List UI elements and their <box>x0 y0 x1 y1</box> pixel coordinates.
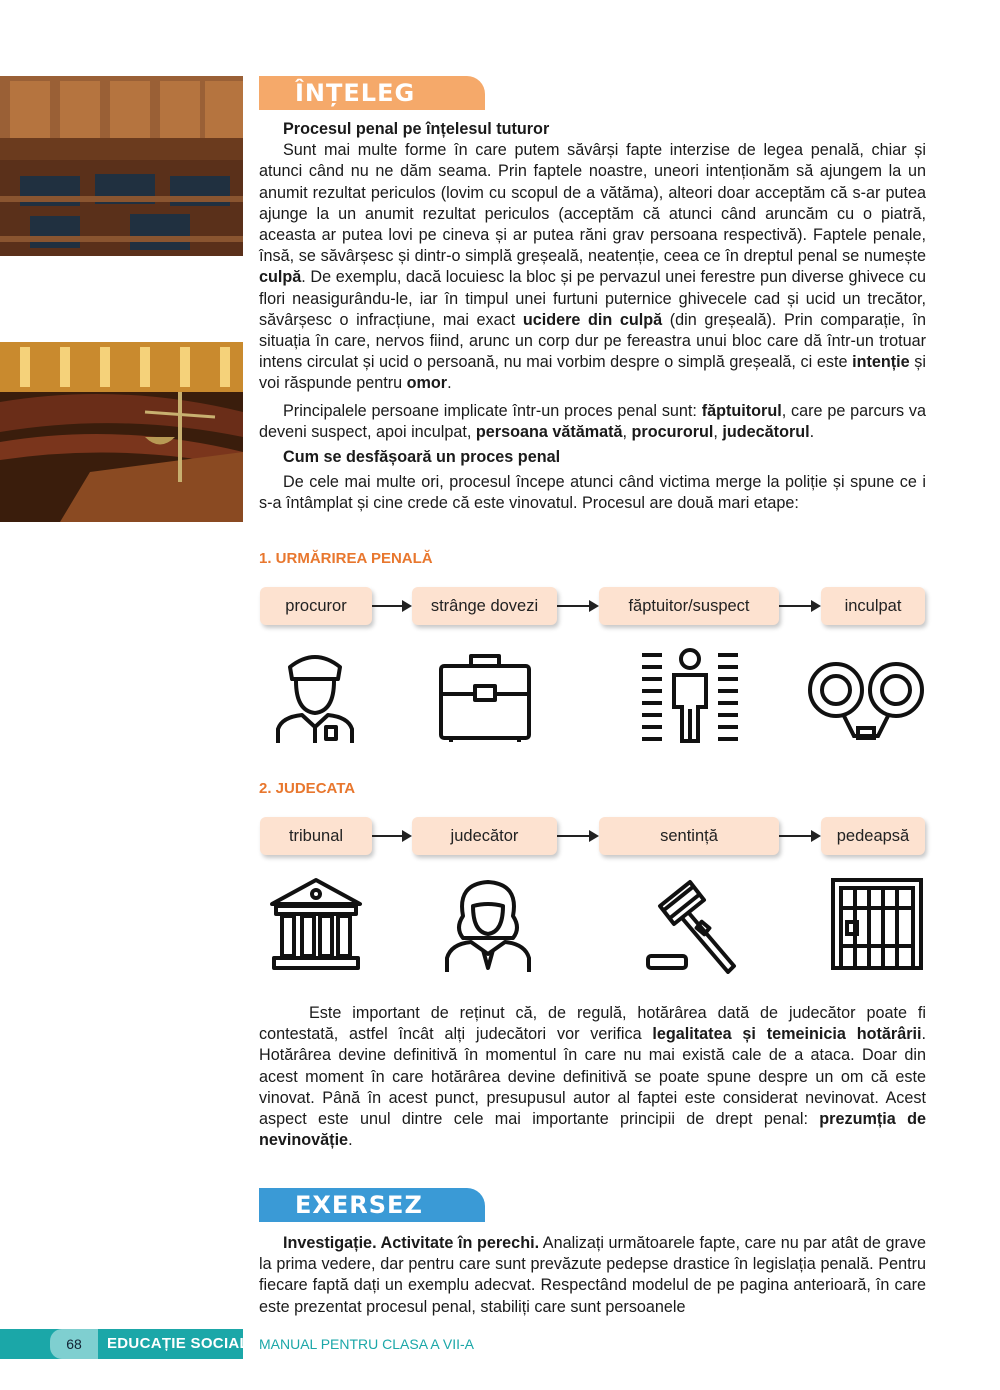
flow-box-tribunal: tribunal <box>260 817 372 855</box>
subtitle: Procesul penal pe înțelesul tuturor <box>283 120 550 138</box>
practice-text <box>259 1233 926 1318</box>
closing-text <box>259 1003 926 1151</box>
handcuffs-icon <box>806 652 926 742</box>
page-number: 68 <box>50 1329 98 1359</box>
paragraph: Principalele persoane implicate într-un proces penal sunt: făptuitorul, care pe parcurs va deveni suspect, apoi inculpat, persoana vătămată, procurorul, judecătorul. <box>259 401 927 441</box>
paragraph: De cele mai multe ori, procesul începe atunci când victima merge la poliție și spune ce i s-a întâmplat și cine crede că este vinovatul. Procesul are două mari etape: <box>259 473 926 513</box>
paragraph: Sunt mai multe forme în care putem săvârși fapte interzise de legea penală, chiar și atunci când nu ne dăm seama. Prin faptele noastre, uneori intenționăm să ajungem la un anumit rezultat periculos (lovim cu scopul de a vătăma), alteori doar acceptăm că s-ar putea ajunge la un anumit rezultat periculos (acceptăm că atunci când aruncăm cu o piatră, aceasta ar putea lovi pe cineva și ar putea răni grav persoana respectivă). Faptele penale, însă, se săvârșesc și dintr-o simplă greșeală, neatenție, ceea ce în dreptul penal se numește culpă. De exemplu, dacă locuiesc la bloc și pe pervazul unei ferestre pun diverse ghivece cu flori neasigurându-le, iar în timpul unei furtuni puternice ghivecele cad și ucid un trecător, săvârșesc o infracțiune, mai exact ucidere din culpă (din greșeală). Prin comparație, în situația în care, nervos fiind, arunc un corp dur pe fereastra unui bloc care dă într-un trotuar intens circulat și ucid o persoană, nu mai vorbim despre o simplă greșeală, ci este intenție și voi răspunde pentru omor. <box>259 141 926 393</box>
flow-box-defendant: inculpat <box>821 587 925 625</box>
section-banner-understand <box>259 76 485 110</box>
flow-box-punishment: pedeapsă <box>821 817 925 855</box>
courtroom-photo <box>0 76 243 256</box>
scales-of-justice-photo <box>0 342 243 522</box>
paragraph: Investigație. Activitate în perechi. Analizați următoarele fapte, care nu par atât de grave la prima vedere, dar pentru care sunt prevăzute pedepse drastice în legislația penală. Pentru fiecare faptă dați un exemplu adecvat. Respectând modelul de pe pagina anterioară, în care este prezentat procesul penal, stabiliți care sunt persoanele <box>259 1234 926 1316</box>
jail-cell-icon <box>829 876 925 972</box>
flow-box-suspect: făptuitor/suspect <box>599 587 779 625</box>
paragraph: Este important de reținut că, de regulă, hotărârea dată de judecător poate fi contestată, astfel încât alți judecători vor verifica legalitatea și temeinicia hotărârii. Hotărârea devine definitivă în momentul în care nu mai există cale de a ataca. Doar din acest moment în care hotărârea devine definitivă se poate spune despre un om că este vinovat. Până în acest punct, presupusul autor al faptei este considerat nevinovat. Acest aspect este unul dintre cele mai importante principii de drept penal: prezumția de nevinovăție. <box>259 1004 926 1150</box>
section-banner-practice <box>259 1188 485 1222</box>
flow-box-judge: judecător <box>412 817 557 855</box>
gavel-icon <box>644 878 744 974</box>
flow-box-procuror: procuror <box>260 587 372 625</box>
flow-arrow <box>779 835 819 837</box>
briefcase-icon <box>437 648 533 744</box>
understand-text <box>259 119 926 515</box>
flow-arrow <box>372 605 410 607</box>
suspect-lineup-icon <box>640 645 740 745</box>
judge-icon <box>443 876 533 974</box>
flow-box-evidence: strânge dovezi <box>412 587 557 625</box>
police-officer-icon <box>270 645 360 745</box>
courthouse-icon <box>268 876 364 972</box>
flow-arrow <box>779 605 819 607</box>
section-banner-title: EXERSEZ <box>295 1191 423 1219</box>
stage2-title: 2. JUDECATA <box>259 780 356 797</box>
footer-subject: EDUCAȚIE SOCIALĂ <box>107 1335 261 1352</box>
flow-arrow <box>557 835 597 837</box>
subtitle: Cum se desfășoară un proces penal <box>283 448 561 467</box>
flow-arrow <box>557 605 597 607</box>
flow-box-sentence: sentință <box>599 817 779 855</box>
stage1-title: 1. URMĂRIREA PENALĂ <box>259 550 433 567</box>
section-banner-title: ÎNȚELEG <box>295 79 416 107</box>
footer-book-title: MANUAL PENTRU CLASA A VII-A <box>259 1336 474 1352</box>
flow-arrow <box>372 835 410 837</box>
